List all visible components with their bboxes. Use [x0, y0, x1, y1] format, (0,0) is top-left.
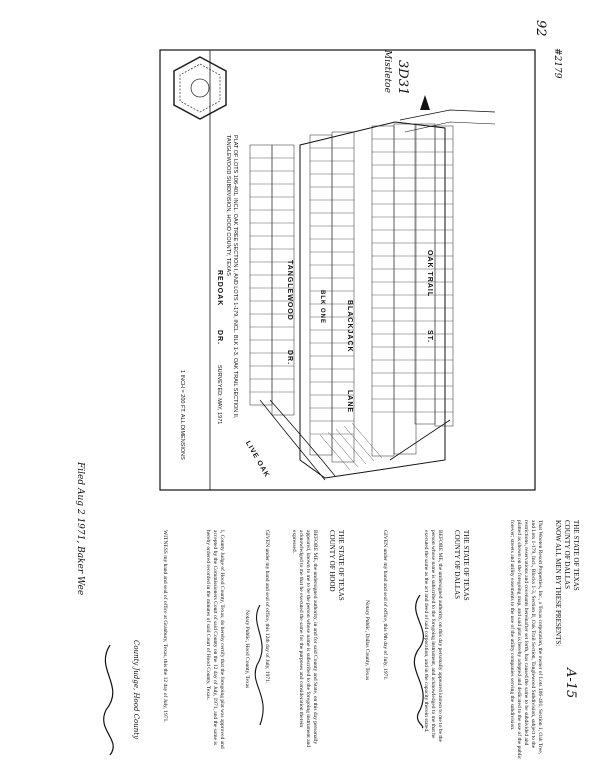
hood-county: COUNTY OF HOOD: [328, 530, 336, 592]
county-judge-signature: County Judge, Hood County: [132, 640, 140, 740]
street-label-st: ST.: [426, 330, 433, 344]
know-all-men: KNOW ALL MEN BY THESE PRESENTS:: [554, 520, 562, 647]
street-label-live-oak: LIVE OAK: [243, 440, 271, 480]
witness-clause: WITNESS my hand and seal of office at Granbury, Texas, this the 12 day of July, 1971.: [162, 530, 168, 723]
street-label-blackjack: BLACKJACK: [346, 300, 353, 353]
hood-paragraph: BEFORE ME, the undersigned authority, in and for said County and State, on this day personally appeared, known to me to be the person whose name is subscribed to the foregoing instrument and acknowledged to me that he executed the same for the purposes and consideration therein expressed.: [291, 530, 318, 748]
plat-number: 3D31: [395, 60, 410, 96]
ack-county: COUNTY OF DALLAS: [453, 530, 461, 599]
ack-state: THE STATE OF TEXAS: [462, 530, 470, 601]
ack-paragraph: BEFORE ME, the undersigned authority, on this day personally appeared known to me to be the person whose name is subscribed to the foregoing instrument, and acknowledged to me that he executed the same as the act and deed of said corporation, and in the capacity therein stated.: [423, 530, 443, 743]
ack-header-hood: [327, 530, 345, 750]
given-dallas: GIVEN under my hand and seal of office, this 9th day of July, 1971.: [382, 530, 388, 681]
signature-mark-3: [90, 640, 130, 760]
plat-title: PLAT OF LOTS 106-401, INCL. OAK TREE SECTION I, AND LOTS 1-179, INCL. BLK 1-3, OAK TRAIL SECTION II, TANGLEWOOD SUBDIVISION, HOOD COUNTY, TEXAS: [225, 135, 238, 419]
street-label-redoak-dr: DR.: [216, 330, 223, 346]
plat-map: [150, 40, 545, 545]
street-label-lane: LANE: [346, 390, 353, 414]
plat-scale-note: 1 INCH = 200 FT. ALL DIMENSIONS: [179, 370, 185, 460]
county-judge-certificate: I, County Judge of Hood County, Texas, do hereby certify that the foregoing plat was approved and accepted by the Commissioners Court of said County on the 12 day of July, 1971, and the same is hereby ordered recorded in the minutes of said Court of Hood County, Texas.: [205, 530, 225, 749]
signature-mark-2: [245, 600, 275, 730]
county-header: COUNTY OF DALLAS: [563, 520, 571, 589]
street-label-dr: DR.: [286, 350, 293, 366]
hood-state: THE STATE OF TEXAS: [337, 530, 345, 601]
filed-notation: Filed Aug 2 1971, Baker Wee: [75, 462, 85, 596]
ack-header-dallas: [452, 530, 470, 750]
signature-mark-1: [400, 590, 440, 730]
street-label-tanglewood: TANGLEWOOD: [286, 260, 293, 321]
notary-dallas: Notary Public, Dallas County, Texas: [364, 600, 370, 681]
state-header: THE STATE OF TEXAS: [572, 520, 580, 591]
dedication-block: [553, 520, 580, 760]
volume-reference: A-15: [563, 668, 578, 699]
plat-survey-note: SURVEYED: MAY, 1971: [216, 365, 222, 425]
page-number: 92: [533, 20, 548, 37]
document-number: #2179: [552, 48, 562, 79]
notary-hood: Notary Public, Hood County, Texas: [244, 610, 250, 689]
street-label-oak-trail: OAK TRAIL: [426, 250, 433, 298]
dedication-paragraph: That Wooten Resort Properties, Inc., a Texas corporation, the owner of Lots 106-401, Section 1, Oak Tree, and Lots 1-179, Incl., Blocks 1-3, Section II, Oak Trail Section, Tanglewood Subdivision, subject to the restrictions, reservations and covenants hereinafter set forth, has caused the same to be subdivided and platted as shown on the foregoing map, and said plat is hereby adopted and dedicated to the use of the public forever; streets and utility easements to the use of the utility companies serving the subdivision.: [509, 520, 543, 760]
plat-subdivision-name: Mistletoe: [382, 50, 392, 93]
block-label: BLK ONE: [319, 290, 325, 324]
street-label-redoak: REDOAK: [216, 270, 223, 307]
given-hood: GIVEN under my hand and seal of office, this 12th day of July, 1971.: [264, 530, 270, 684]
